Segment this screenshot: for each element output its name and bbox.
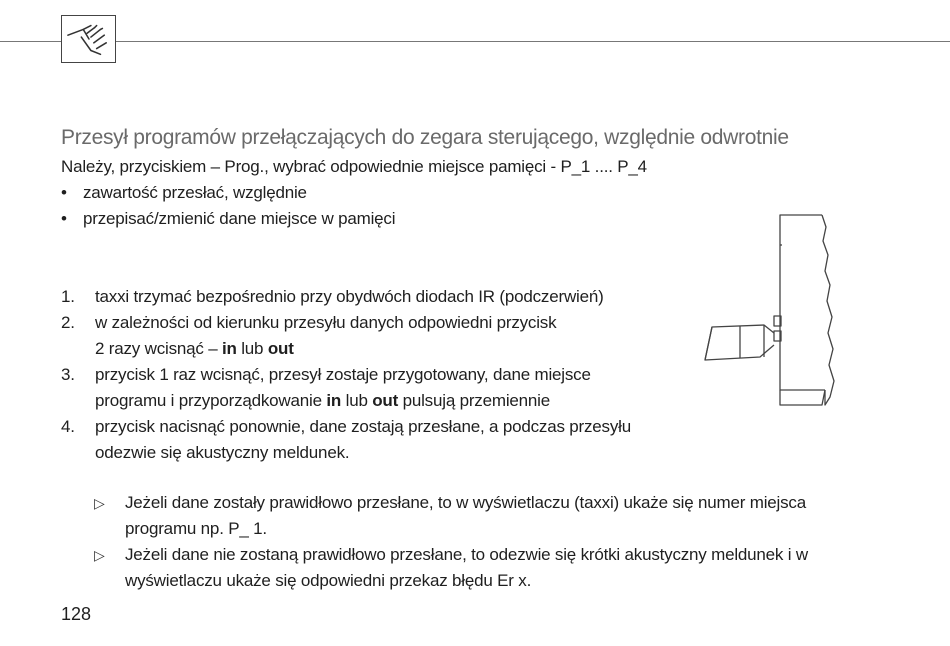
step-text: taxxi trzymać bezpośrednio przy obydwóch diodach IR (podczerwień) [95,287,604,306]
step-number: 2. [61,313,75,332]
result-text: programu np. P_ 1. [125,519,267,538]
step-text: w zależności od kierunku przesyłu danych odpowiedni przycisk [95,313,557,332]
step-number: 1. [61,287,75,306]
header-rule [0,41,950,42]
result-text: wyświetlaczu ukaże się odpowiedni przekaz błędu Er x. [125,571,532,590]
step-text: lub [341,391,373,410]
step-text: pulsują przemiennie [398,391,551,410]
timer-device-ir-transfer-icon [700,205,890,420]
bullet-list [61,180,395,232]
keyword-out: out [372,391,399,410]
triangle-marker-icon: ▷ [94,495,105,511]
result-item [94,490,894,542]
steps-list [61,284,701,466]
result-item [94,542,894,594]
result-text: Jeżeli dane nie zostaną prawidłowo przesłane, to odezwie się krótki akustyczny meldunek i w [125,545,808,564]
page-title: Przesył programów przełączających do zegara sterującego, względnie odwrotnie [61,126,789,149]
step-text: przycisk nacisnąć ponownie, dane zostają przesłane, a podczas przesyłu [95,417,631,436]
step-text: odezwie się akustyczny meldunek. [95,443,350,462]
keyword-out: out [267,339,294,358]
hand-pointing-icon [61,15,116,63]
page-number: 128 [61,604,92,624]
result-text: Jeżeli dane zostały prawidłowo przesłane, to w wyświetlaczu (taxxi) ukaże się numer miejsca [125,493,806,512]
step-item [61,414,701,466]
step-text: lub [236,339,268,358]
step-item [61,284,701,310]
step-number: 3. [61,365,75,384]
intro-text: Należy, przyciskiem – Prog., wybrać odpowiednie miejsce pamięci - P_1 .... P_4 [61,157,647,176]
step-text: programu i przyporządkowanie [95,391,327,410]
keyword-in: in [221,339,237,358]
results-list [94,490,894,594]
step-item [61,310,701,362]
step-item [61,362,701,414]
keyword-in: in [326,391,342,410]
step-text: przycisk 1 raz wcisnąć, przesył zostaje przygotowany, dane miejsce [95,365,591,384]
bullet-item: • przepisać/zmienić dane miejsce w pamięci [61,206,395,232]
step-text: 2 razy wcisnąć – [95,339,222,358]
triangle-marker-icon: ▷ [94,547,105,563]
step-number: 4. [61,417,75,436]
bullet-item: • zawartość przesłać, względnie [61,180,395,206]
